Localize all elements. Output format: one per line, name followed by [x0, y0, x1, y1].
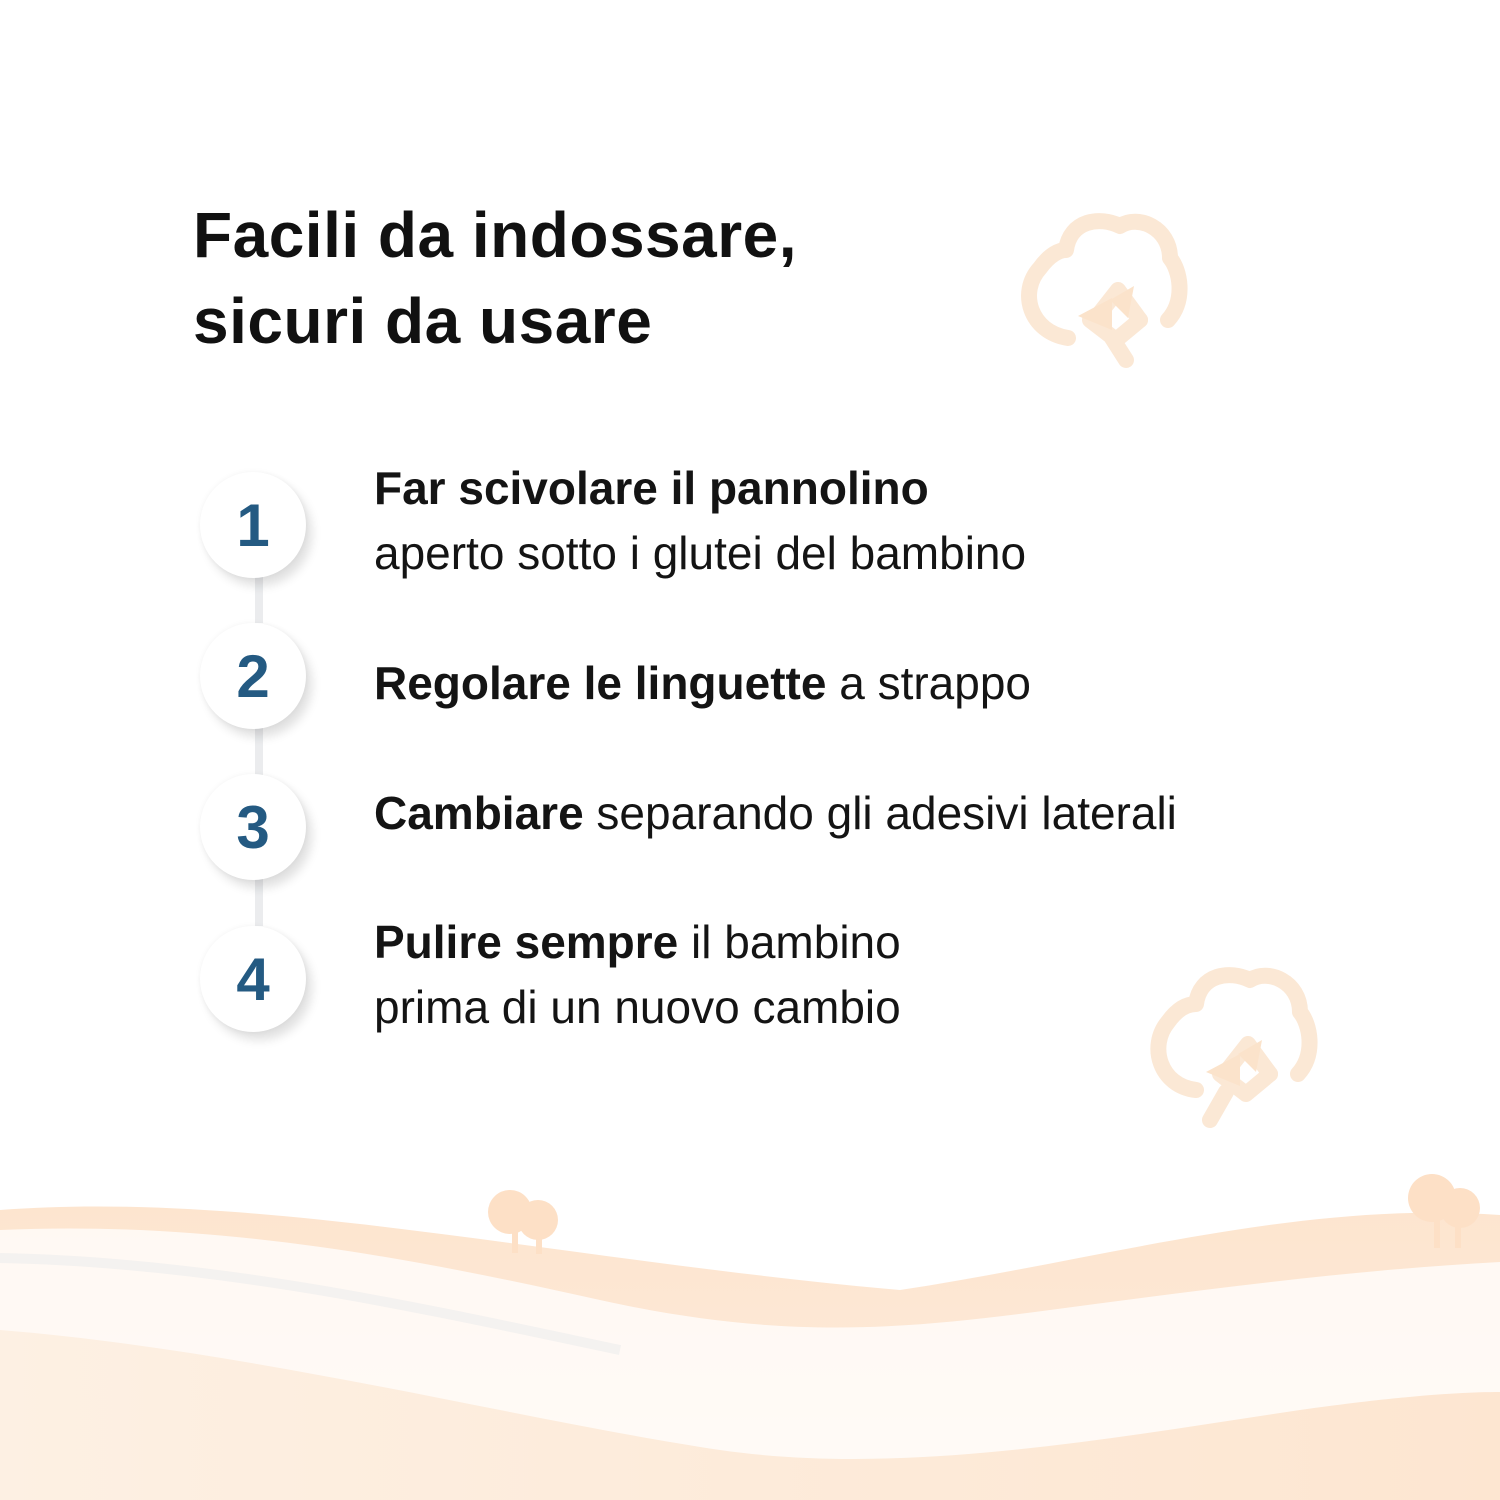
step-title: Regolare le linguette — [374, 657, 827, 709]
step-detail: a strappo — [826, 657, 1032, 709]
step-title: Cambiare — [374, 787, 584, 839]
step-number: 4 — [236, 945, 270, 1013]
step-number-badge — [200, 926, 306, 1032]
step-detail: aperto sotto i glutei del bambino — [374, 527, 1027, 579]
step-description — [374, 781, 1434, 846]
step-number: 1 — [236, 491, 270, 559]
title-line-1: Facili da indossare, — [193, 199, 797, 271]
step-description — [374, 910, 1434, 1040]
step-connector — [255, 727, 263, 775]
cotton-flower-icon — [1029, 221, 1180, 360]
step-connector — [255, 878, 263, 926]
step-description — [374, 651, 1434, 716]
step-detail: separando gli adesivi laterali — [583, 787, 1177, 839]
step-detail: il bambino — [678, 916, 901, 968]
step-detail-line2: prima di un nuovo cambio — [374, 981, 901, 1033]
step-number: 3 — [236, 793, 270, 861]
step-title: Far scivolare il pannolino — [374, 462, 929, 514]
page-title — [193, 192, 797, 364]
step-connector — [255, 575, 263, 623]
step-number-badge — [200, 472, 306, 578]
title-line-2: sicuri da usare — [193, 285, 653, 357]
step-number: 2 — [236, 642, 270, 710]
step-description — [374, 456, 1434, 586]
step-title: Pulire sempre — [374, 916, 679, 968]
step-number-badge — [200, 623, 306, 729]
step-number-badge — [200, 774, 306, 880]
